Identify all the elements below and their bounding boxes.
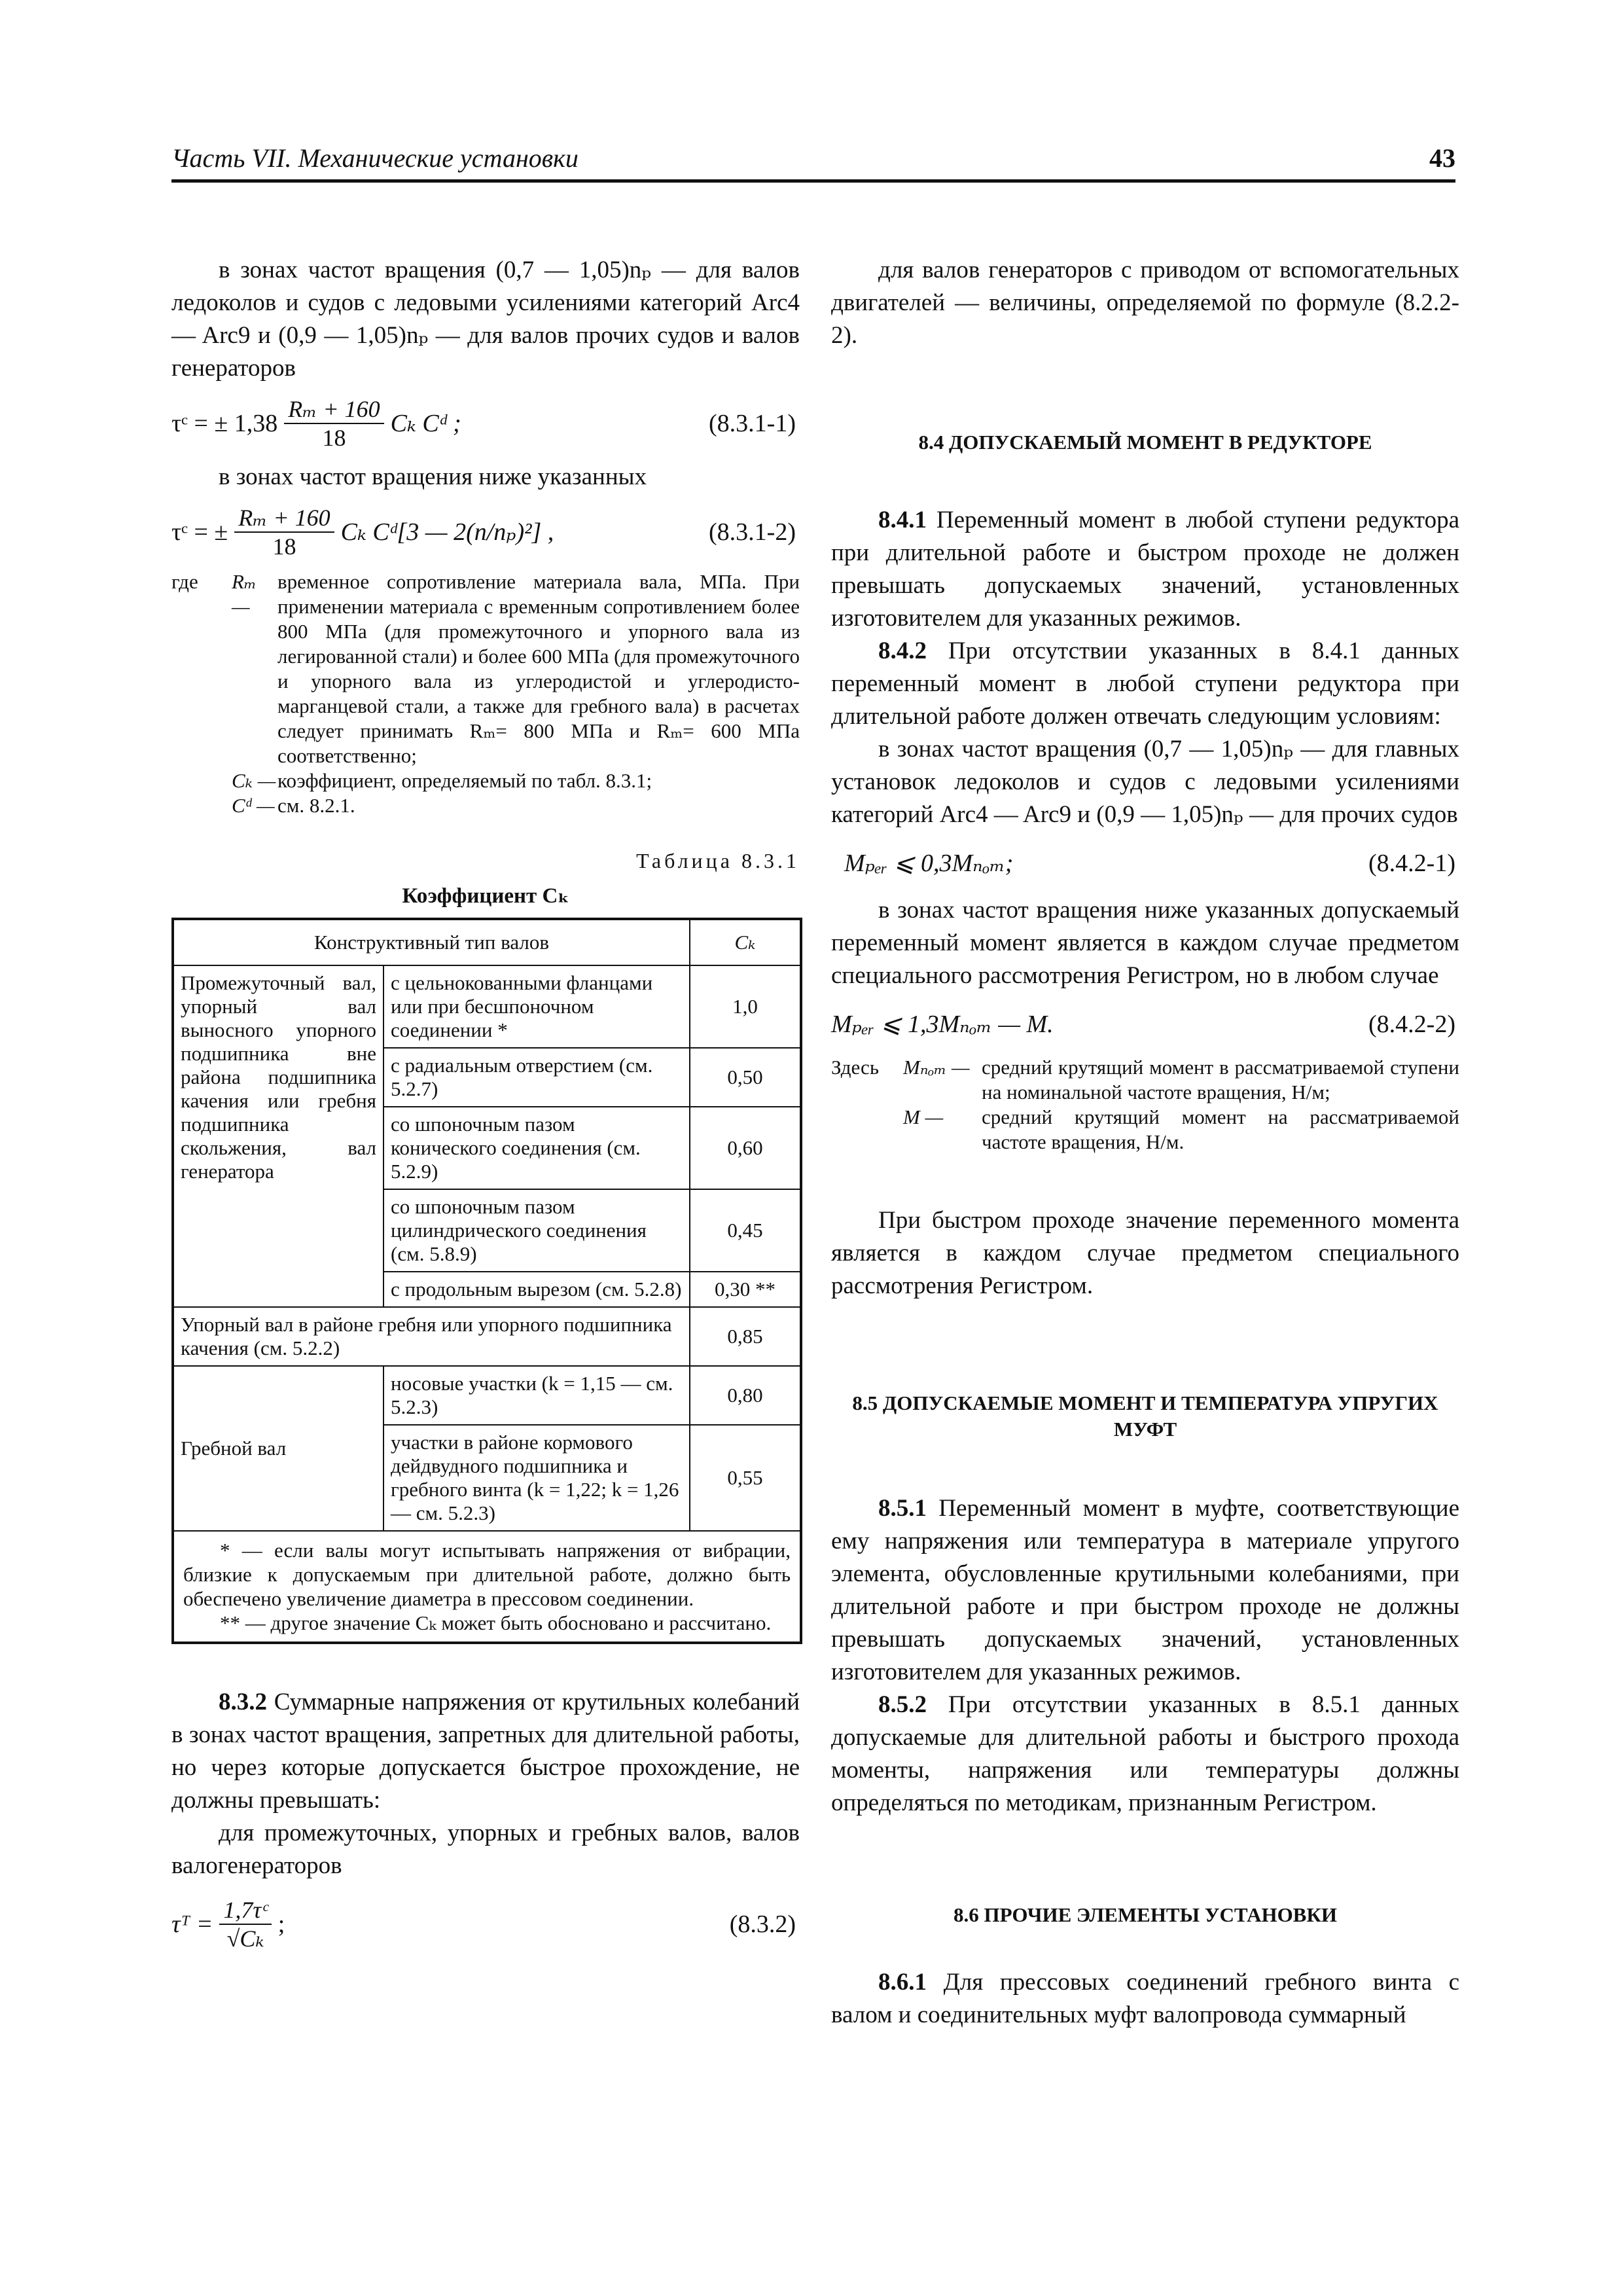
right-column — [831, 254, 1459, 2032]
table-row — [173, 965, 801, 1048]
table-cell-value: 0,60 — [690, 1107, 801, 1189]
fraction-numerator: Rₘ + 160 — [284, 395, 383, 424]
table-footnotes — [173, 1531, 801, 1643]
formula-prefix: τᶜ = ± 1,38 — [171, 410, 278, 437]
running-header — [171, 143, 1455, 183]
fraction-denominator: 18 — [272, 533, 296, 560]
paragraph-8-6-1 — [831, 1966, 1459, 2032]
table-cell-desc: с цельнокованными фланцами или при бесшпоночном соединении * — [383, 965, 690, 1048]
formula-suffix: ; — [277, 1910, 285, 1938]
clause-text: При отсутствии указанных в 8.4.1 данных переменный момент в любой ступени редуктора при длительной работе должен отвечать следующим условиям: — [831, 637, 1459, 730]
formula-fraction — [219, 1896, 271, 1952]
header-title: Часть VII. Механические установки — [171, 143, 579, 173]
clause-number: 8.6.1 — [878, 1969, 927, 1996]
table-cell-desc: носовые участки (k = 1,15 — см. 5.2.3) — [383, 1366, 690, 1425]
legend-text: коэффициент, определяемый по табл. 8.3.1; — [277, 769, 652, 792]
fraction-denominator: 18 — [322, 425, 346, 451]
clause-text: Суммарные напряжения от крутильных колебаний в зонах частот вращения, запретных для длительной работы, но через которые допускается быстрое прохождение, не должны превышать: — [171, 1689, 800, 1814]
legend-text: средний крутящий момент в рассматриваемой ступени на номинальной частоте вращения, Н/м; — [982, 1056, 1459, 1103]
formula-8-4-2-1 — [831, 840, 1459, 886]
formula-8-3-1-1 — [171, 394, 800, 453]
table-caption-title: Коэффициент Cₖ — [402, 884, 569, 908]
formula-8-3-1-2 — [171, 503, 800, 562]
legend-text: средний крутящий момент на рассматриваемой частоте вращения, Н/м. — [982, 1105, 1459, 1153]
header-shaft-type: Конструктивный тип валов — [173, 919, 690, 965]
fraction-denominator: √Cₖ — [226, 1926, 264, 1952]
clause-number: 8.5.2 — [878, 1691, 927, 1718]
formula-suffix: Cₖ Cᵈ[3 — 2(n/nₚ)²] , — [340, 518, 554, 546]
paragraph-8-4-2-c: в зонах частот вращения ниже указанных допускаемый переменный момент является в каждом случае предметом специального рассмотрения Регистром, но в любом случае — [831, 897, 1459, 989]
formula-number: (8.3.2) — [729, 1910, 796, 1938]
mid-paragraph: в зонах частот вращения ниже указанных — [219, 463, 647, 490]
group-label-intermediate: Промежуточный вал, упорный вал выносного упорного подшипника вне района подшипника качения или гребня подшипника скольжения, вал генератора — [173, 965, 383, 1307]
left-column — [171, 254, 800, 1965]
table-cell-value: 1,0 — [690, 965, 801, 1048]
footnote-2: ** — другое значение Cₖ может быть обосновано и рассчитано. — [220, 1611, 772, 1634]
legend-symbol: Mₙₒₘ — — [903, 1056, 970, 1079]
group-label-propeller: Гребной вал — [173, 1366, 383, 1531]
legend-symbol: M — — [903, 1105, 944, 1128]
clause-number: 8.4.2 — [878, 637, 927, 664]
paragraph-8-5-2 — [831, 1689, 1459, 1820]
clause-text: Переменный момент в любой ступени редуктора при длительной работе и быстром проходе не должен превышать допускаемых значений, установленных изготовителем для указанных режимов. — [831, 507, 1459, 632]
paragraph-8-4-2 — [831, 635, 1459, 733]
table-cell-value: 0,45 — [690, 1189, 801, 1272]
formula-fraction — [284, 395, 383, 452]
table-cell-desc: со шпоночным пазом цилиндрического соединения (см. 5.8.9) — [383, 1189, 690, 1272]
legend-symbol: Cᵈ — — [232, 794, 275, 817]
formula-prefix: τᵀ = — [171, 1910, 213, 1938]
legend-text: см. 8.2.1. — [277, 794, 355, 817]
legend-text: временное сопротивление материала вала, МПа. При применении материала с временным сопротивлением более 800 МПа (для промежуточного и упорного вала из легированной стали) и более 600 МПа (для промежуточного и упорного вала из углеродистой и углеродисто-марганцевой стали, а также для гребного вала) в расчетах следует принимать Rₘ= 800 МПа и Rₘ= 600 МПа соответственно; — [277, 570, 800, 767]
footnote-1: * — если валы могут испытывать напряжения от вибрации, близкие к допускаемым при длительной работе, должно быть обеспечено увеличение диаметра в прессовом соединении. — [183, 1539, 791, 1610]
intro-paragraph: в зонах частот вращения (0,7 — 1,05)nₚ — для валов ледоколов и судов с ледовыми усилениями категорий Arc4 — Arc9 и (0,9 — 1,05)nₚ — для валов прочих судов и валов генераторов — [171, 257, 800, 382]
table-caption-number: Таблица 8.3.1 — [636, 849, 800, 872]
formula-suffix: Cₖ Cᵈ ; — [390, 410, 461, 437]
clause-text: Для прессовых соединений гребного винта с валом и соединительных муфт валопровода суммарный — [831, 1969, 1459, 2028]
table-cell-desc: с радиальным отверстием (см. 5.2.7) — [383, 1048, 690, 1107]
section-title-8-6: 8.6 ПРОЧИЕ ЭЛЕМЕНТЫ УСТАНОВКИ — [954, 1903, 1337, 1926]
formula-8-4-2-2 — [831, 1001, 1459, 1047]
table-cell-desc: со шпоночным пазом коничеcкого соединения (см. 5.2.9) — [383, 1107, 690, 1189]
table-cell-value: 0,50 — [690, 1048, 801, 1107]
table-row — [173, 1307, 801, 1366]
section-title-8-5: 8.5 ДОПУСКАЕМЫЕ МОМЕНТ И ТЕМПЕРАТУРА УПРУГИХ МУФТ — [852, 1391, 1438, 1441]
fraction-numerator: Rₘ + 160 — [234, 504, 334, 533]
table-header-row — [173, 919, 801, 965]
formula-prefix: τᶜ = ± — [171, 518, 228, 546]
paragraph-8-3-2-b: для промежуточных, упорных и гребных валов, валов валогенераторов — [171, 1820, 800, 1879]
formula-number: (8.4.2-2) — [1368, 1011, 1455, 1038]
formula-number: (8.3.1-1) — [709, 410, 796, 437]
clause-text: При отсутствии указанных в 8.5.1 данных допускаемые для длительной работы и быстрого прохода моменты, напряжения или температуры должны определяться по методикам, признанным Регистром. — [831, 1691, 1459, 1816]
table-cell-desc: с продольным вырезом (см. 5.2.8) — [383, 1272, 690, 1307]
formula-expression: Mₚₑᵣ ⩽ 1,3Mₙₒₘ — M. — [831, 1011, 1054, 1038]
table-footnote-row — [173, 1531, 801, 1643]
clause-number: 8.5.1 — [878, 1495, 927, 1522]
formula-fraction — [234, 504, 334, 560]
table-cell-value: 0,80 — [690, 1366, 801, 1425]
paragraph-8-4-2-b: в зонах частот вращения (0,7 — 1,05)nₚ — для главных установок ледоколов и судов с ледовыми усилениями категорий Arc4 — Arc9 и (0,9 — 1,05)nₚ — для прочих судов — [831, 736, 1459, 828]
clause-number: 8.4.1 — [878, 507, 927, 533]
paragraph-8-5-1 — [831, 1492, 1459, 1689]
formula-number: (8.3.1-2) — [709, 518, 796, 546]
formula-expression: Mₚₑᵣ ⩽ 0,3Mₙₒₘ; — [844, 850, 1014, 877]
coefficient-table — [171, 918, 802, 1644]
paragraph-8-4-1 — [831, 504, 1459, 635]
table-cell-value: 0,55 — [690, 1425, 801, 1531]
fraction-numerator: 1,7τᶜ — [219, 1896, 271, 1925]
table-cell-desc: Упорный вал в районе гребня или упорного подшипника качения (см. 5.2.2) — [173, 1307, 690, 1366]
table-cell-value: 0,85 — [690, 1307, 801, 1366]
formula-8-3-2 — [171, 1892, 800, 1957]
clause-text: Переменный момент в муфте, соответствующие ему напряжения или температура в материале упругого элемента, обусловленные крутильными колебаниями, при длительной работе и при быстром проходе не должны превышать допускаемых значений, установленных изготовителем для указанных режимов. — [831, 1495, 1459, 1685]
section-title-8-4: 8.4 ДОПУСКАЕМЫЙ МОМЕНТ В РЕДУКТОРЕ — [918, 431, 1372, 454]
legend-where: Здесь — [831, 1056, 879, 1079]
paragraph-8-3-2 — [171, 1686, 800, 1817]
legend-symbol: Rₘ — — [232, 570, 257, 618]
formula-legend — [171, 569, 800, 818]
legend-where: где — [171, 570, 198, 593]
header-ck: Cₖ — [690, 919, 801, 965]
formula-legend — [831, 1055, 1459, 1155]
continuation-paragraph: для валов генераторов с приводом от вспомогательных двигателей — величины, определяемой по формуле (8.2.2-2). — [831, 257, 1459, 349]
table-row — [173, 1366, 801, 1425]
formula-number: (8.4.2-1) — [1368, 850, 1455, 877]
page-number: 43 — [1429, 143, 1455, 173]
paragraph-fast-pass: При быстром проходе значение переменного момента является в каждом случае предметом специального рассмотрения Регистром. — [831, 1207, 1459, 1299]
legend-symbol: Cₖ — — [232, 769, 276, 792]
clause-number: 8.3.2 — [219, 1689, 267, 1715]
table-cell-desc: участки в районе кормового дейдвудного подшипника и гребного винта (k = 1,22; k = 1,26 — см. 5.2.3) — [383, 1425, 690, 1531]
table-cell-value: 0,30 ** — [690, 1272, 801, 1307]
